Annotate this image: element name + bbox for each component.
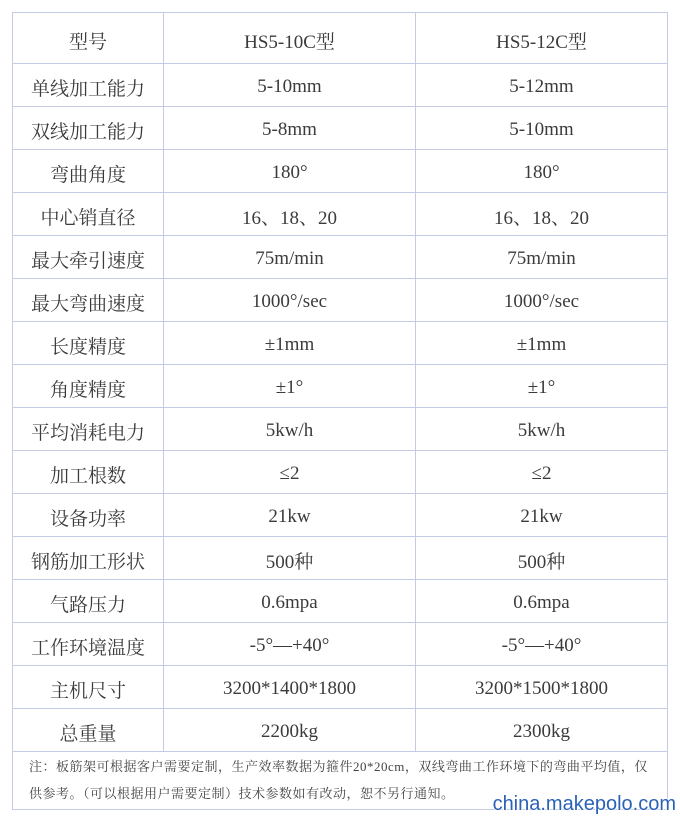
table-row	[13, 709, 668, 752]
spec-value-hs5-12c: 21kw	[416, 494, 668, 537]
table-row	[13, 322, 668, 365]
spec-label: 长度精度	[13, 322, 164, 365]
spec-value-hs5-12c: 1000°/sec	[416, 279, 668, 322]
site-watermark: china.makepolo.com	[492, 793, 676, 815]
spec-value-hs5-12c: -5°—+40°	[416, 623, 668, 666]
spec-label: 角度精度	[13, 365, 164, 408]
spec-value-hs5-12c: 75m/min	[416, 236, 668, 279]
spec-value-hs5-10c: ≤2	[164, 451, 416, 494]
spec-value-hs5-10c: 2200kg	[164, 709, 416, 752]
footnote-line: 供参考。（可以根据用户需要定制）技术参数如有改动，恕不另行通知。	[29, 786, 455, 801]
table-row	[13, 580, 668, 623]
spec-value-hs5-12c: ±1°	[416, 365, 668, 408]
spec-label: 中心销直径	[13, 193, 164, 236]
spec-value-hs5-10c: 1000°/sec	[164, 279, 416, 322]
spec-value-hs5-10c: ±1°	[164, 365, 416, 408]
spec-table	[12, 12, 668, 810]
spec-value-hs5-10c: 0.6mpa	[164, 580, 416, 623]
spec-label: 设备功率	[13, 494, 164, 537]
spec-value-hs5-10c: 16、18、20	[164, 193, 416, 236]
spec-value-hs5-10c: 5kw/h	[164, 408, 416, 451]
footnote-line: 注：板筋架可根据客户需要定制，生产效率数据为箍件20*20cm，双线弯曲工作环境下的弯曲平均值，仅	[29, 759, 648, 774]
spec-label: 弯曲角度	[13, 150, 164, 193]
spec-value-hs5-12c: 5-12mm	[416, 64, 668, 107]
table-row	[13, 279, 668, 322]
spec-value-hs5-10c: 180°	[164, 150, 416, 193]
table-row	[13, 623, 668, 666]
spec-label: 总重量	[13, 709, 164, 752]
table-row	[13, 451, 668, 494]
table-header-row	[13, 13, 668, 64]
spec-value-hs5-12c: 180°	[416, 150, 668, 193]
table-row	[13, 193, 668, 236]
spec-value-hs5-10c: ±1mm	[164, 322, 416, 365]
table-row	[13, 408, 668, 451]
table-row	[13, 107, 668, 150]
spec-value-hs5-12c: ≤2	[416, 451, 668, 494]
spec-label: 双线加工能力	[13, 107, 164, 150]
header-model-hs5-10c: HS5-10C型	[164, 13, 416, 64]
spec-value-hs5-12c: 3200*1500*1800	[416, 666, 668, 709]
spec-value-hs5-12c: ±1mm	[416, 322, 668, 365]
spec-label: 主机尺寸	[13, 666, 164, 709]
spec-value-hs5-12c: 500种	[416, 537, 668, 580]
table-row	[13, 365, 668, 408]
spec-label: 平均消耗电力	[13, 408, 164, 451]
spec-value-hs5-10c: 3200*1400*1800	[164, 666, 416, 709]
table-row	[13, 666, 668, 709]
spec-value-hs5-12c: 2300kg	[416, 709, 668, 752]
spec-value-hs5-10c: -5°—+40°	[164, 623, 416, 666]
spec-label: 单线加工能力	[13, 64, 164, 107]
spec-value-hs5-10c: 500种	[164, 537, 416, 580]
table-row	[13, 64, 668, 107]
spec-value-hs5-10c: 5-8mm	[164, 107, 416, 150]
header-model-hs5-12c: HS5-12C型	[416, 13, 668, 64]
spec-value-hs5-10c: 75m/min	[164, 236, 416, 279]
table-row	[13, 236, 668, 279]
table-row	[13, 494, 668, 537]
spec-label: 最大弯曲速度	[13, 279, 164, 322]
spec-value-hs5-12c: 16、18、20	[416, 193, 668, 236]
spec-label: 钢筋加工形状	[13, 537, 164, 580]
spec-value-hs5-10c: 21kw	[164, 494, 416, 537]
spec-value-hs5-12c: 5-10mm	[416, 107, 668, 150]
table-row	[13, 537, 668, 580]
spec-label: 工作环境温度	[13, 623, 164, 666]
spec-value-hs5-12c: 5kw/h	[416, 408, 668, 451]
spec-label: 气路压力	[13, 580, 164, 623]
header-label: 型号	[13, 13, 164, 64]
spec-label: 最大牵引速度	[13, 236, 164, 279]
table-row	[13, 150, 668, 193]
spec-value-hs5-12c: 0.6mpa	[416, 580, 668, 623]
spec-value-hs5-10c: 5-10mm	[164, 64, 416, 107]
spec-label: 加工根数	[13, 451, 164, 494]
